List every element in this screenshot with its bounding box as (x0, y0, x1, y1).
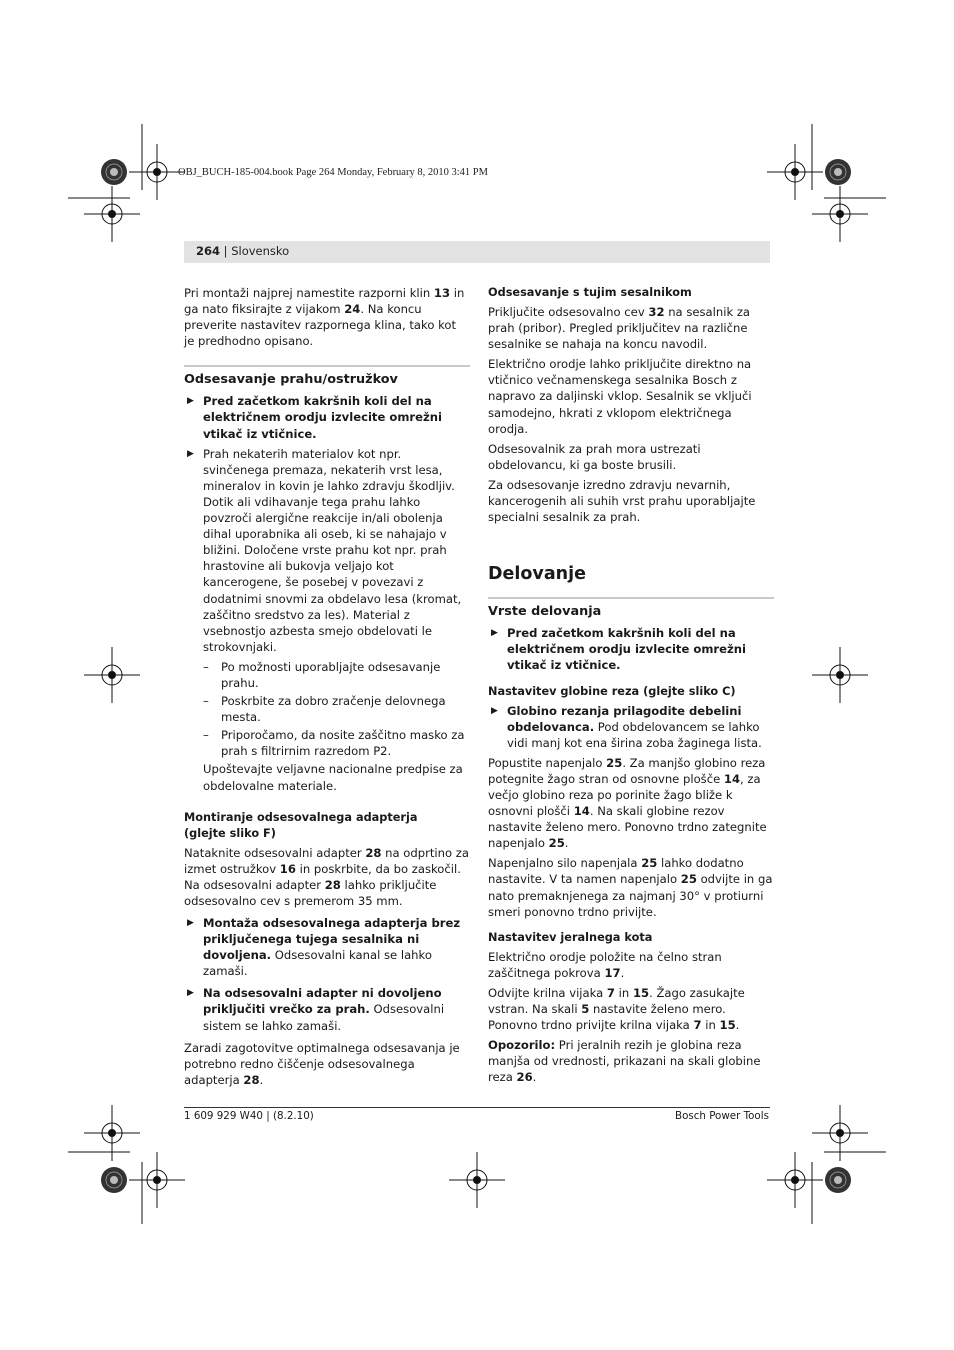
bullet-triangle-icon: ▶ (187, 396, 194, 407)
color-wheel-mark (101, 1167, 127, 1193)
dash-item: – Poskrbite za dobro zračenje delovnega mesta. (203, 694, 446, 725)
registration-mark (767, 1152, 823, 1208)
depth-bullet: ▶ Globino rezanja prilagodite debelini obdelovanca. Pod obdelovancem se lahko vidi manj kot ena širina zoba žaginega lista. (491, 703, 762, 750)
left-column (184, 285, 470, 1092)
note-label: Opozorilo: (488, 1038, 556, 1053)
right-column (488, 285, 774, 1089)
bullet-triangle-icon: ▶ (187, 988, 194, 999)
section-heading-dust: Odsesavanje prahu/ostružkov (184, 372, 398, 388)
miter-paragraph-1: Električno orodje položite na čelno stran zaščitnega pokrova 17. (488, 949, 722, 980)
external-paragraph-1: Priključite odsesovalno cev 32 na sesalnik za prah (pribor). Pregled priključitev na različne sesalnike se nahaja na koncu navodil. (488, 305, 751, 352)
bullet-triangle-icon: ▶ (491, 705, 498, 716)
bullet-triangle-icon: ▶ (187, 448, 194, 459)
depth-paragraph-2: Napenjalno silo napenjala 25 lahko dodatno nastavite. V ta namen napenjalo 25 odvijte in ga nato premaknjenega za najmanj 30° v protiurni smeri ponovno trdno privijte. (488, 856, 773, 919)
color-wheel-mark (101, 159, 127, 185)
registration-mark (129, 1152, 185, 1208)
footer-rule (184, 1107, 770, 1108)
page-number: 264 (196, 244, 221, 258)
registration-mark (812, 186, 868, 242)
adapter-paragraph: Nataknite odsesovalni adapter 28 na odprtino za izmet ostružkov 16 in poskrbite, da bo zaskočil. Na odsesovalni adapter 28 lahko priključite odsesovalno cev s premerom 35 mm. (184, 845, 469, 908)
color-wheel-mark (825, 159, 851, 185)
footer-doc-number: 1 609 929 W40 | (8.2.10) (184, 1110, 314, 1122)
language-label: Slovensko (231, 244, 290, 258)
depth-paragraph-1: Popustite napenjalo 25. Za manjšo globino reza potegnite žago stran od osnovne plošče 14, za večjo globino reza po porinite žago bliže k osnovni plošči 14. Na skali globine rezov nastavite želeno mero. Ponovno trdno zategnite napenjalo 25. (488, 755, 767, 851)
dash-item: – Po možnosti uporabljajte odsesavanje prahu. (203, 659, 441, 690)
dash-item: – Priporočamo, da nosite zaščitno masko za prah s filtrirnim razredom P2. (203, 728, 465, 759)
registration-mark (84, 1105, 140, 1161)
bullet-triangle-icon: ▶ (187, 918, 194, 928)
subheading-adapter: Montiranje odsesovalnega adapterja (glejte sliko F) (184, 810, 418, 840)
page-header: 264 | Slovensko (196, 244, 290, 258)
registration-mark (767, 144, 823, 200)
intro-paragraph: Pri montaži najprej namestite razporni klin 13 in ga nato fiksirajte z vijakom 24. Na koncu preverite nastavitev razpornega klina, tako kot je predhodno opisano. (184, 286, 465, 349)
cleaning-paragraph: Zaradi zagotovitve optimalnega odsesavanja je potrebno redno čiščenje odsesovalnega adapterja 28. (184, 1040, 460, 1087)
external-paragraph-3: Odsesovalnik za prah mora ustrezati obdelovancu, ki ga boste brusili. (488, 441, 701, 472)
external-paragraph-4: Za odsesovanje izredno zdravju nevarnih, kancerogenih ali suhih vrst prahu uporabljajte specialni sesalnik za prah. (488, 477, 756, 525)
subheading-external-extraction: Odsesavanje s tujim sesalnikom (488, 286, 692, 299)
registration-mark (812, 647, 868, 703)
registration-mark (129, 144, 185, 200)
print-info: OBJ_BUCH-185-004.book Page 264 Monday, February 8, 2010 3:41 PM (178, 167, 488, 178)
adapter-warning-bullet: ▶ Montaža odsesovalnega adapterja brez priključenega tujega sesalnika ni dovoljena. Odsesovalni kanal se lahko zamaši. (187, 916, 461, 979)
color-wheel-mark (825, 1167, 851, 1193)
warning-bullet: ▶ Pred začetkom kakršnih koli del na električnem orodju izvlecite omrežni vtikač iz vtičnice. (187, 394, 442, 441)
warning-bullet: ▶ Pred začetkom kakršnih koli del na električnem orodju izvlecite omrežni vtikač iz vtičnice. (491, 626, 746, 673)
section-heading-modes: Vrste delovanja (488, 604, 602, 620)
subheading-miter: Nastavitev jeralnega kota (488, 930, 653, 944)
registration-mark (84, 186, 140, 242)
registration-mark (449, 1152, 505, 1208)
external-paragraph-2: Električno orodje lahko priključite direktno na vtičnico večnamenskega sesalnika Bosch z napravo za daljinski vklop. Sesalnik se vključi samodejno, hkrati z vklopom električnega orodja. (488, 357, 752, 436)
main-heading-operation: Delovanje (488, 564, 586, 585)
registration-mark (812, 1105, 868, 1161)
bag-warning-bullet: ▶ Na odsesovalni adapter ni dovoljeno priključiti vrečko za prah. Odsesovalni sistem se lahko zamaši. (187, 986, 445, 1033)
regulations-paragraph: Upoštevajte veljavne nacionalne predpise za obdelovalne materiale. (203, 762, 463, 793)
bullet-triangle-icon: ▶ (491, 628, 498, 639)
miter-paragraph-2: Odvijte krilna vijaka 7 in 15. Žago zasukajte vstran. Na skali 5 nastavite želeno mero. Ponovno trdno privijte krilna vijaka 7 in 15. (488, 985, 745, 1033)
note-paragraph: Opozorilo: Pri jeralnih rezih je globina reza manjša od vrednosti, prikazani na skali globine reza 26. (488, 1038, 761, 1085)
registration-mark (84, 647, 140, 703)
dust-warning-bullet: ▶ Prah nekaterih materialov kot npr. svinčenega premaza, nekaterih vrst lesa, mineralov in kovin je lahko zdravju škodljiv. Dotik ali vdihavanje tega prahu lahko povzroči alergične reakcije in/ali obolenja dihal uporabnika ali oseb, ki se nahajajo v bližini. Določene vrste prahu kot npr. prah hrastovine ali bukovja veljajo kot kancerogene, še posebej v povezavi z dodatnimi snovmi za obdelavo lesa (kromat, zaščitno sredstvo za les). Material z vsebnostjo azbesta smejo obdelovati le strokovnjaki. (187, 446, 462, 654)
footer-brand: Bosch Power Tools (675, 1110, 769, 1122)
subheading-depth: Nastavitev globine reza (glejte sliko C) (488, 684, 736, 698)
